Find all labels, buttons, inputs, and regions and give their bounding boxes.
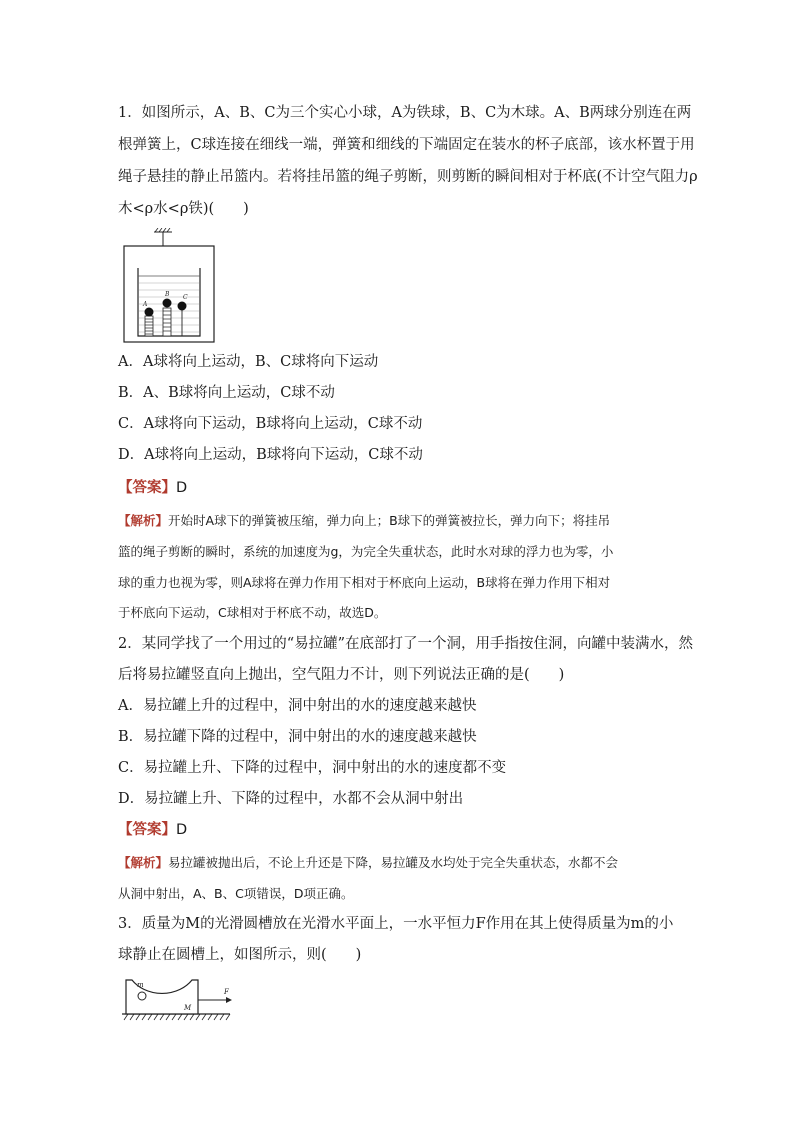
q2-stem-line-2: 后将易拉罐竖直向上抛出，空气阻力不计，则下列说法正确的是( ): [118, 667, 565, 683]
q3-stem-line-2: 球静止在圆槽上，如图所示，则( ): [118, 947, 362, 963]
q2-option-a: A．易拉罐上升的过程中，洞中射出的水的速度越来越快: [118, 698, 477, 714]
q2-explanation-label: 【解析】: [118, 855, 169, 870]
q1-answer-value: D: [176, 480, 188, 496]
q3-label-m: m: [137, 981, 144, 989]
q1-label-a: A: [143, 301, 148, 308]
q1-label-c: C: [183, 294, 188, 301]
q1-stem-line-4: 木<ρ水<ρ铁)( ): [118, 201, 249, 217]
q1-explanation-line-4: 于杯底向下运动，C球相对于杯底不动，故选D。: [118, 605, 387, 620]
q1-explanation-line-1: [118, 511, 610, 531]
q1-explanation-line-2: 篮的绳子剪断的瞬时，系统的加速度为g，为完全失重状态，此时水对球的浮力也为零，小: [118, 544, 614, 559]
q1-explanation-label: 【解析】: [118, 513, 169, 528]
q1-option-d: D．A球将向上运动，B球将向下运动，C球不动: [118, 447, 423, 463]
q1-option-c: C．A球将向下运动，B球将向上运动，C球不动: [118, 416, 423, 432]
q1-ball-c: [178, 302, 187, 311]
q1-explanation-line-3: 球的重力也视为零，则A球将在弹力作用下相对于杯底向上运动，B球将在弹力作用下相对: [118, 575, 611, 590]
q2-explanation-line-2: 从洞中射出，A、B、C项错误，D项正确。: [118, 886, 354, 901]
q1-stem-line-1: 1．如图所示，A、B、C为三个实心小球，A为铁球，B、C为木球。A、B两球分别连在两: [118, 105, 692, 121]
q2-option-b: B．易拉罐下降的过程中，洞中射出的水的速度越来越快: [118, 729, 477, 745]
q2-answer: [118, 820, 187, 840]
q3-label-f: F: [224, 988, 229, 996]
q1-ball-b: [163, 299, 172, 308]
q3-stem-line-1: 3．质量为M的光滑圆槽放在光滑水平面上，一水平恒力F作用在其上使得质量为m的小: [118, 916, 674, 932]
q1-answer-label: 【答案】: [118, 480, 176, 496]
q1-answer: [118, 478, 187, 498]
q1-option-b: B．A、B球将向上运动，C球不动: [118, 385, 335, 401]
q2-option-d: D．易拉罐上升、下降的过程中，水都不会从洞中射出: [118, 791, 464, 807]
q1-label-b: B: [165, 291, 170, 298]
q2-stem-line-1: 2．某同学找了一个用过的“易拉罐”在底部打了一个洞，用手指按住洞，向罐中装满水，然: [118, 636, 694, 652]
q2-explanation-text-1: 易拉罐被抛出后，不论上升还是下降，易拉罐及水均处于完全失重状态，水都不会: [168, 855, 619, 870]
q1-explanation-text-1: 开始时A球下的弹簧被压缩，弹力向上；B球下的弹簧被拉长，弹力向下；将挂吊: [168, 513, 611, 528]
q1-figure-basket: [120, 228, 220, 348]
q3-figure-groove: [120, 976, 250, 1026]
q1-stem-line-3: 绳子悬挂的静止吊篮内。若将挂吊篮的绳子剪断，则剪断的瞬间相对于杯底(不计空气阻力ρ: [118, 169, 698, 185]
q1-stem-line-2: 根弹簧上，C球连接在细线一端，弹簧和细线的下端固定在装水的杯子底部，该水杯置于用: [118, 137, 695, 153]
q2-explanation-line-1: [118, 853, 618, 873]
q2-answer-label: 【答案】: [118, 822, 176, 838]
q3-label-big-m: M: [184, 1004, 192, 1012]
q2-option-c: C．易拉罐上升、下降的过程中，洞中射出的水的速度都不变: [118, 760, 507, 776]
q2-answer-value: D: [176, 822, 188, 838]
q1-option-a: A．A球将向上运动，B、C球将向下运动: [118, 354, 379, 370]
q1-ball-a: [145, 308, 154, 317]
